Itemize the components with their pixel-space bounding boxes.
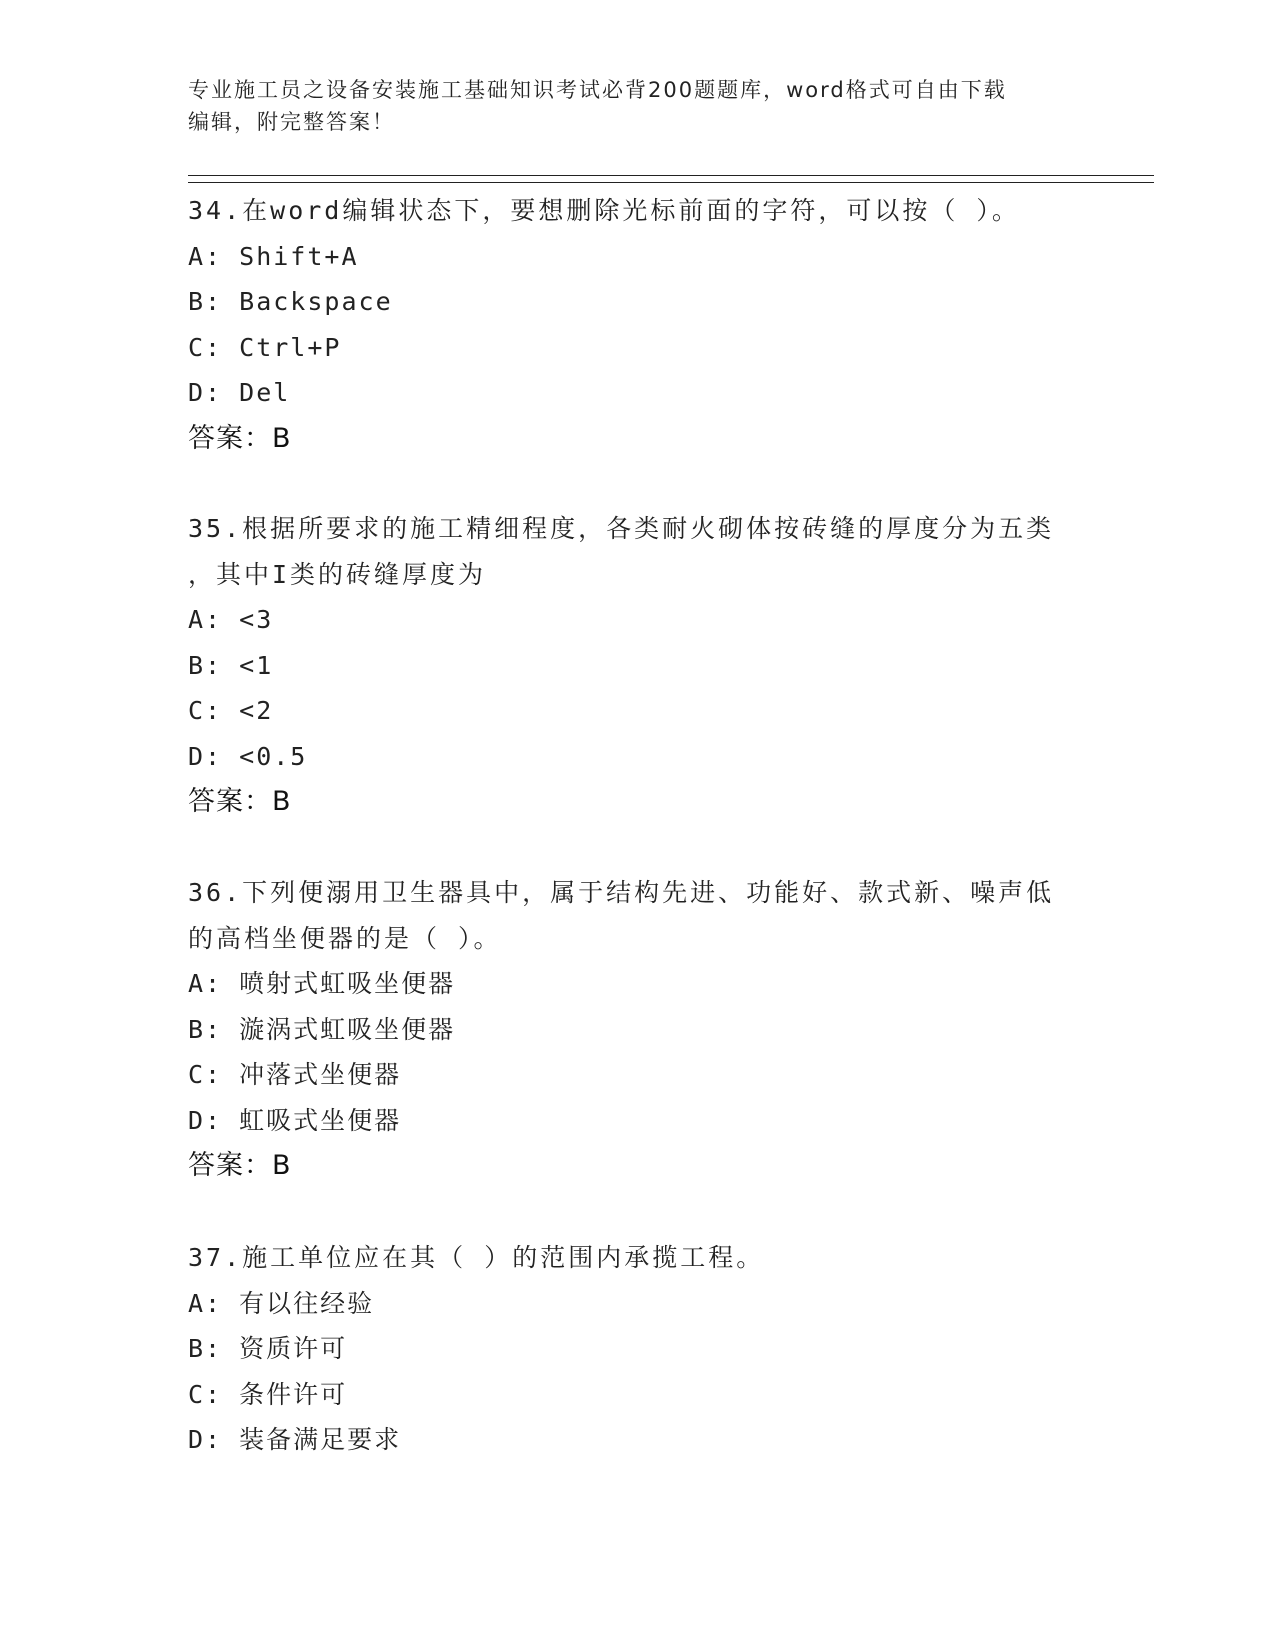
question-stem: 34.在word编辑状态下，要想删除光标前面的字符，可以按（ ）。 — [188, 196, 1020, 225]
header-line-2: 编辑，附完整答案！ — [188, 110, 395, 134]
option-b: B: <1 — [188, 650, 274, 680]
header-line-1: 专业施工员之设备安装施工基础知识考试必背200题题库，word格式可自由下载 — [188, 78, 1007, 102]
option-c: C: 冲落式坐便器 — [188, 1060, 402, 1089]
option-d: D: 虹吸式坐便器 — [188, 1105, 402, 1135]
question-36 — [188, 870, 1088, 1189]
question-stem: 36.下列便溺用卫生器具中，属于结构先进、功能好、款式新、噪声低 — [188, 878, 1055, 907]
document-header — [188, 74, 1088, 138]
answer-label: 答案：B — [188, 1150, 292, 1181]
option-d: D: Del — [188, 378, 291, 407]
question-stem: 35.根据所要求的施工精细程度，各类耐火砌体按砖缝的厚度分为五类 — [188, 514, 1055, 543]
option-d: D: <0.5 — [188, 741, 308, 771]
question-34 — [188, 188, 1088, 461]
header-divider-bottom — [188, 182, 1154, 183]
answer-label: 答案：B — [188, 422, 292, 454]
question-37 — [188, 1235, 1088, 1463]
header-divider-top — [188, 175, 1154, 176]
question-35 — [188, 506, 1088, 825]
option-a: A: 有以往经验 — [188, 1288, 375, 1318]
option-c: C: <2 — [188, 696, 274, 725]
option-a: A: 喷射式虹吸坐便器 — [188, 969, 456, 998]
option-b: B: 资质许可 — [188, 1334, 348, 1363]
option-c: C: Ctrl+P — [188, 332, 342, 362]
answer-label: 答案：B — [188, 786, 292, 817]
option-a: A: <3 — [188, 605, 274, 634]
question-stem-continued: ，其中I类的砖缝厚度为 — [188, 559, 487, 589]
option-a: A: Shift+A — [188, 241, 359, 271]
question-stem-continued: 的高档坐便器的是（ ）。 — [188, 923, 502, 953]
option-d: D: 装备满足要求 — [188, 1425, 402, 1454]
question-stem: 37.施工单位应在其（ ）的范围内承揽工程。 — [188, 1243, 765, 1272]
option-b: B: Backspace — [188, 287, 393, 316]
option-b: B: 漩涡式虹吸坐便器 — [188, 1014, 456, 1044]
option-c: C: 条件许可 — [188, 1379, 348, 1409]
